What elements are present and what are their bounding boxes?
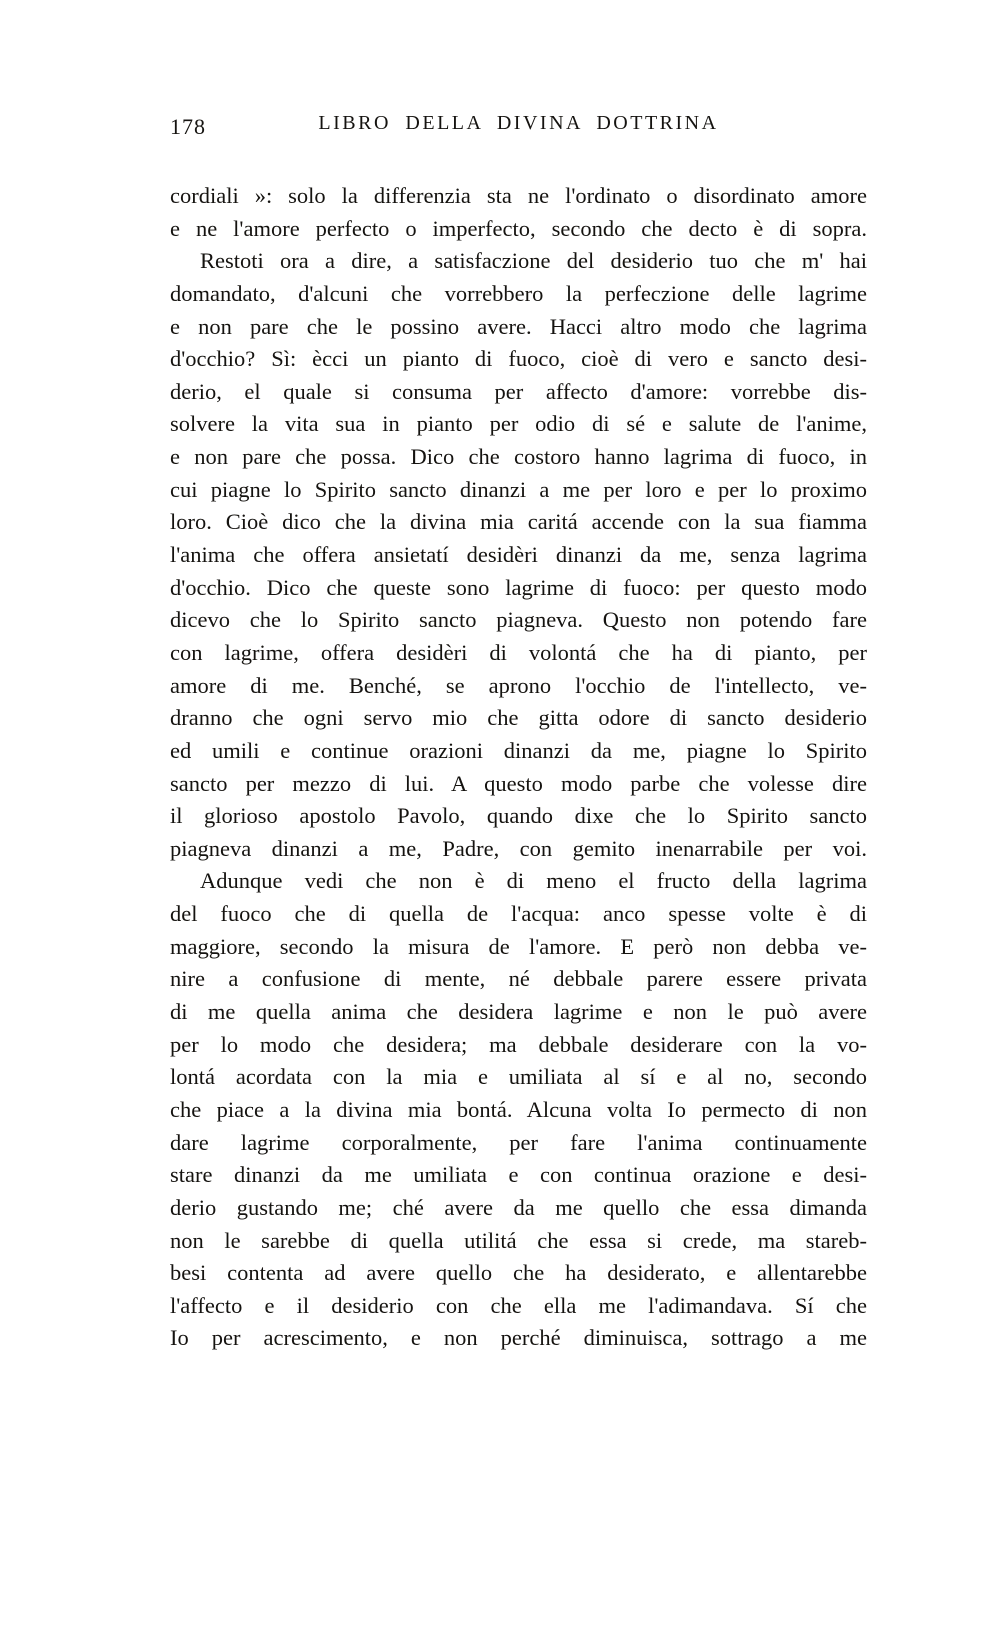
text-line: Restoti ora a dire, a satisfaczione del desiderio tuo che m' hai [200, 248, 867, 274]
text-line: dranno che ogni servo mio che gitta odore di sancto desiderio [170, 705, 867, 731]
text-line: solvere la vita sua in pianto per odio di sé e salute de l'anime, [170, 411, 867, 437]
text-line: lontá acordata con la mia e umiliata al sí e al no, secondo [170, 1064, 867, 1090]
text-line: derio gustando me; ché avere da me quello che essa dimanda [170, 1194, 867, 1220]
text-line: Io per acrescimento, e non perché diminuisca, sottrago a me [170, 1325, 867, 1351]
text-line: besi contenta ad avere quello che ha desiderato, e allentarebbe [170, 1260, 867, 1286]
page-text [170, 180, 867, 1355]
page-number: 178 [170, 114, 206, 139]
text-line: di me quella anima che desidera lagrime e non le può avere [170, 999, 867, 1025]
text-line: dicevo che lo Spirito sancto piagneva. Questo non potendo fare [170, 607, 867, 633]
text-line: cordiali »: solo la differenzia sta ne l'ordinato o disordinato amore [170, 183, 867, 208]
text-line: domandato, d'alcuni che vorrebbero la perfeczione delle lagrime [170, 280, 867, 306]
text-line: non le sarebbe di quella utilitá che essa si crede, ma stareb- [170, 1227, 867, 1253]
text-line: del fuoco che di quella de l'acqua: anco spesse volte è di [170, 901, 867, 927]
text-line: l'affecto e il desiderio con che ella me l'adimandava. Sí che [170, 1292, 867, 1318]
text-line: e non pare che le possino avere. Hacci altro modo che lagrima [170, 313, 867, 339]
text-line: dare lagrime corporalmente, per fare l'anima continuamente [170, 1129, 867, 1155]
text-line: il glorioso apostolo Pavolo, quando dixe che lo Spirito sancto [170, 803, 867, 829]
text-line: per lo modo che desidera; ma debbale desiderare con la vo- [170, 1031, 867, 1057]
text-line: e non pare che possa. Dico che costoro hanno lagrima di fuoco, in [170, 444, 867, 470]
text-line: cui piagne lo Spirito sancto dinanzi a me per loro e per lo proximo [170, 476, 867, 502]
text-line: amore di me. Benché, se aprono l'occhio de l'intellecto, ve- [170, 672, 867, 698]
text-line: l'anima che offera ansietatí desidèri dinanzi da me, senza lagrima [170, 542, 867, 568]
text-line: d'occhio? Sì: ècci un pianto di fuoco, cioè di vero e sancto desi- [170, 346, 867, 372]
text-line: maggiore, secondo la misura de l'amore. E però non debba ve- [170, 933, 867, 959]
text-line: che piace a la divina mia bontá. Alcuna volta Io permecto di non [170, 1096, 867, 1122]
text-line: d'occhio. Dico che queste sono lagrime di fuoco: per questo modo [170, 574, 867, 600]
text-line: e ne l'amore perfecto o imperfecto, secondo che decto è di sopra. [170, 215, 867, 241]
text-line: con lagrime, offera desidèri di volontá che ha di pianto, per [170, 639, 867, 665]
text-line: sancto per mezzo di lui. A questo modo parbe che volesse dire [170, 770, 867, 796]
text-line: stare dinanzi da me umiliata e con continua orazione e desi- [170, 1162, 867, 1188]
running-title: LIBRO DELLA DIVINA DOTTRINA [318, 112, 719, 134]
text-line: piagneva dinanzi a me, Padre, con gemito inenarrabile per voi. [170, 835, 867, 861]
text-line: derio, el quale si consuma per affecto d'amore: vorrebbe dis- [170, 378, 867, 404]
text-line: loro. Cioè dico che la divina mia caritá accende con la sua fiamma [170, 509, 867, 535]
running-head [170, 112, 867, 142]
text-line: ed umili e continue orazioni dinanzi da me, piagne lo Spirito [170, 737, 867, 763]
text-line: nire a confusione di mente, né debbale parere essere privata [170, 966, 867, 992]
text-line: Adunque vedi che non è di meno el fructo della lagrima [200, 868, 867, 894]
